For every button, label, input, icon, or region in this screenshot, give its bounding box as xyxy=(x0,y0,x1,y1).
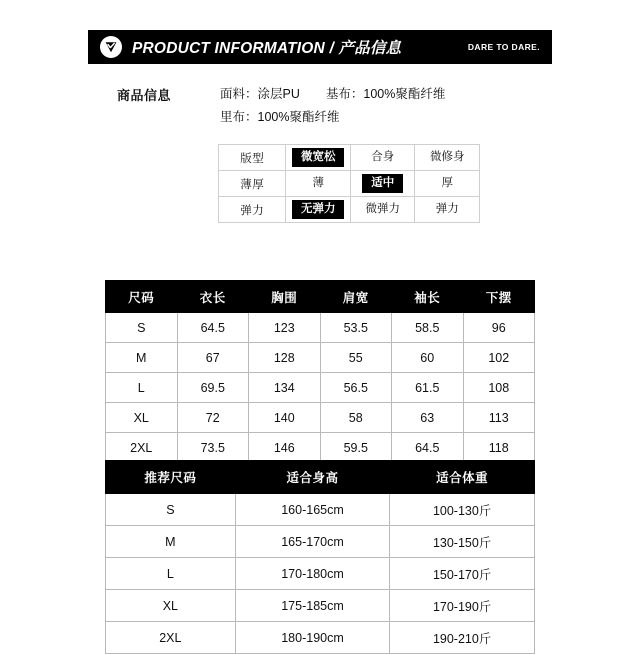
table-cell: S xyxy=(106,313,178,343)
table-cell: 63 xyxy=(392,403,464,433)
table-header-row xyxy=(106,281,535,313)
table-cell: 113 xyxy=(463,403,535,433)
attribute-table xyxy=(218,144,480,223)
column-header: 尺码 xyxy=(106,281,178,313)
table-cell: 165-170cm xyxy=(235,526,390,558)
table-cell: 61.5 xyxy=(392,373,464,403)
attribute-option-chip[interactable]: 厚 xyxy=(441,177,453,189)
table-cell: 69.5 xyxy=(177,373,249,403)
table-cell: 2XL xyxy=(106,433,178,463)
section-header xyxy=(88,30,552,64)
table-cell: 146 xyxy=(249,433,321,463)
product-info-line xyxy=(220,84,547,104)
table-row xyxy=(106,313,535,343)
table-cell: M xyxy=(106,526,236,558)
attribute-option[interactable] xyxy=(415,145,480,171)
table-row xyxy=(219,145,480,171)
attribute-option[interactable] xyxy=(350,197,415,223)
table-cell: 160-165cm xyxy=(235,494,390,526)
product-info-segment: 面料：涂层PU xyxy=(220,87,300,101)
table-cell: 2XL xyxy=(106,622,236,654)
table-cell: 72 xyxy=(177,403,249,433)
table-cell: 128 xyxy=(249,343,321,373)
table-header-row xyxy=(106,461,535,494)
attribute-name: 弹力 xyxy=(219,197,286,223)
column-header: 适合身高 xyxy=(235,461,390,494)
column-header: 胸围 xyxy=(249,281,321,313)
table-cell: 130-150斤 xyxy=(390,526,535,558)
table-cell: 150-170斤 xyxy=(390,558,535,590)
table-row xyxy=(106,403,535,433)
table-cell: 108 xyxy=(463,373,535,403)
table-cell: 118 xyxy=(463,433,535,463)
table-cell: XL xyxy=(106,590,236,622)
table-cell: 170-190斤 xyxy=(390,590,535,622)
table-cell: 58 xyxy=(320,403,392,433)
header-slogan: DARE TO DARE. xyxy=(467,42,540,52)
table-cell: 190-210斤 xyxy=(390,622,535,654)
table-row xyxy=(106,494,535,526)
attribute-option[interactable] xyxy=(286,145,351,171)
attribute-option-chip[interactable]: 微弹力 xyxy=(365,203,400,215)
table-row xyxy=(219,171,480,197)
table-row xyxy=(106,590,535,622)
table-cell: 100-130斤 xyxy=(390,494,535,526)
table-cell: L xyxy=(106,558,236,590)
table-row xyxy=(106,558,535,590)
table-cell: S xyxy=(106,494,236,526)
attribute-option[interactable] xyxy=(415,197,480,223)
attribute-option-chip[interactable]: 适中 xyxy=(362,174,403,193)
table-cell: 73.5 xyxy=(177,433,249,463)
attribute-option[interactable] xyxy=(286,197,351,223)
product-info-label: 商品信息 xyxy=(117,88,172,103)
table-cell: 123 xyxy=(249,313,321,343)
table-row xyxy=(106,622,535,654)
column-header: 衣长 xyxy=(177,281,249,313)
attribute-option-chip[interactable]: 无弹力 xyxy=(292,200,345,219)
attribute-option-chip[interactable]: 弹力 xyxy=(435,203,459,215)
attribute-option[interactable] xyxy=(350,145,415,171)
table-cell: 56.5 xyxy=(320,373,392,403)
table-row xyxy=(219,197,480,223)
table-cell: M xyxy=(106,343,178,373)
table-cell: 134 xyxy=(249,373,321,403)
table-cell: XL xyxy=(106,403,178,433)
table-cell: 140 xyxy=(249,403,321,433)
table-row xyxy=(106,433,535,463)
table-cell: 64.5 xyxy=(177,313,249,343)
table-row xyxy=(106,373,535,403)
column-header: 肩宽 xyxy=(320,281,392,313)
attribute-option-chip[interactable]: 微修身 xyxy=(429,151,465,163)
attribute-option[interactable] xyxy=(350,171,415,197)
brand-logo-icon xyxy=(100,36,122,58)
column-header: 推荐尺码 xyxy=(106,461,236,494)
recommended-size-table xyxy=(105,460,535,654)
product-info-block xyxy=(117,84,547,130)
table-cell: 180-190cm xyxy=(235,622,390,654)
attribute-option[interactable] xyxy=(286,171,351,197)
product-info-segment: 基布：100%聚酯纤维 xyxy=(325,87,446,101)
table-row xyxy=(106,343,535,373)
column-header: 袖长 xyxy=(392,281,464,313)
product-info-lines xyxy=(220,84,547,127)
attribute-option-chip[interactable]: 薄 xyxy=(312,177,324,189)
attribute-name: 薄厚 xyxy=(219,171,286,197)
product-info-line xyxy=(220,107,547,127)
attribute-option[interactable] xyxy=(415,171,480,197)
product-info-segment: 里布：100%聚酯纤维 xyxy=(220,110,340,124)
table-row xyxy=(106,526,535,558)
table-cell: 170-180cm xyxy=(235,558,390,590)
column-header: 适合体重 xyxy=(390,461,535,494)
table-cell: 175-185cm xyxy=(235,590,390,622)
table-cell: 55 xyxy=(320,343,392,373)
attribute-option-chip[interactable]: 合身 xyxy=(371,151,395,163)
column-header: 下摆 xyxy=(463,281,535,313)
table-cell: 59.5 xyxy=(320,433,392,463)
table-cell: 64.5 xyxy=(392,433,464,463)
table-cell: 60 xyxy=(392,343,464,373)
table-cell: L xyxy=(106,373,178,403)
attribute-option-chip[interactable]: 微宽松 xyxy=(292,148,345,167)
table-cell: 53.5 xyxy=(320,313,392,343)
table-cell: 58.5 xyxy=(392,313,464,343)
attribute-name: 版型 xyxy=(219,145,286,171)
table-cell: 67 xyxy=(177,343,249,373)
header-title: PRODUCT INFORMATION / 产品信息 xyxy=(132,40,402,57)
table-cell: 96 xyxy=(463,313,535,343)
table-cell: 102 xyxy=(463,343,535,373)
size-measurement-table xyxy=(105,280,535,463)
